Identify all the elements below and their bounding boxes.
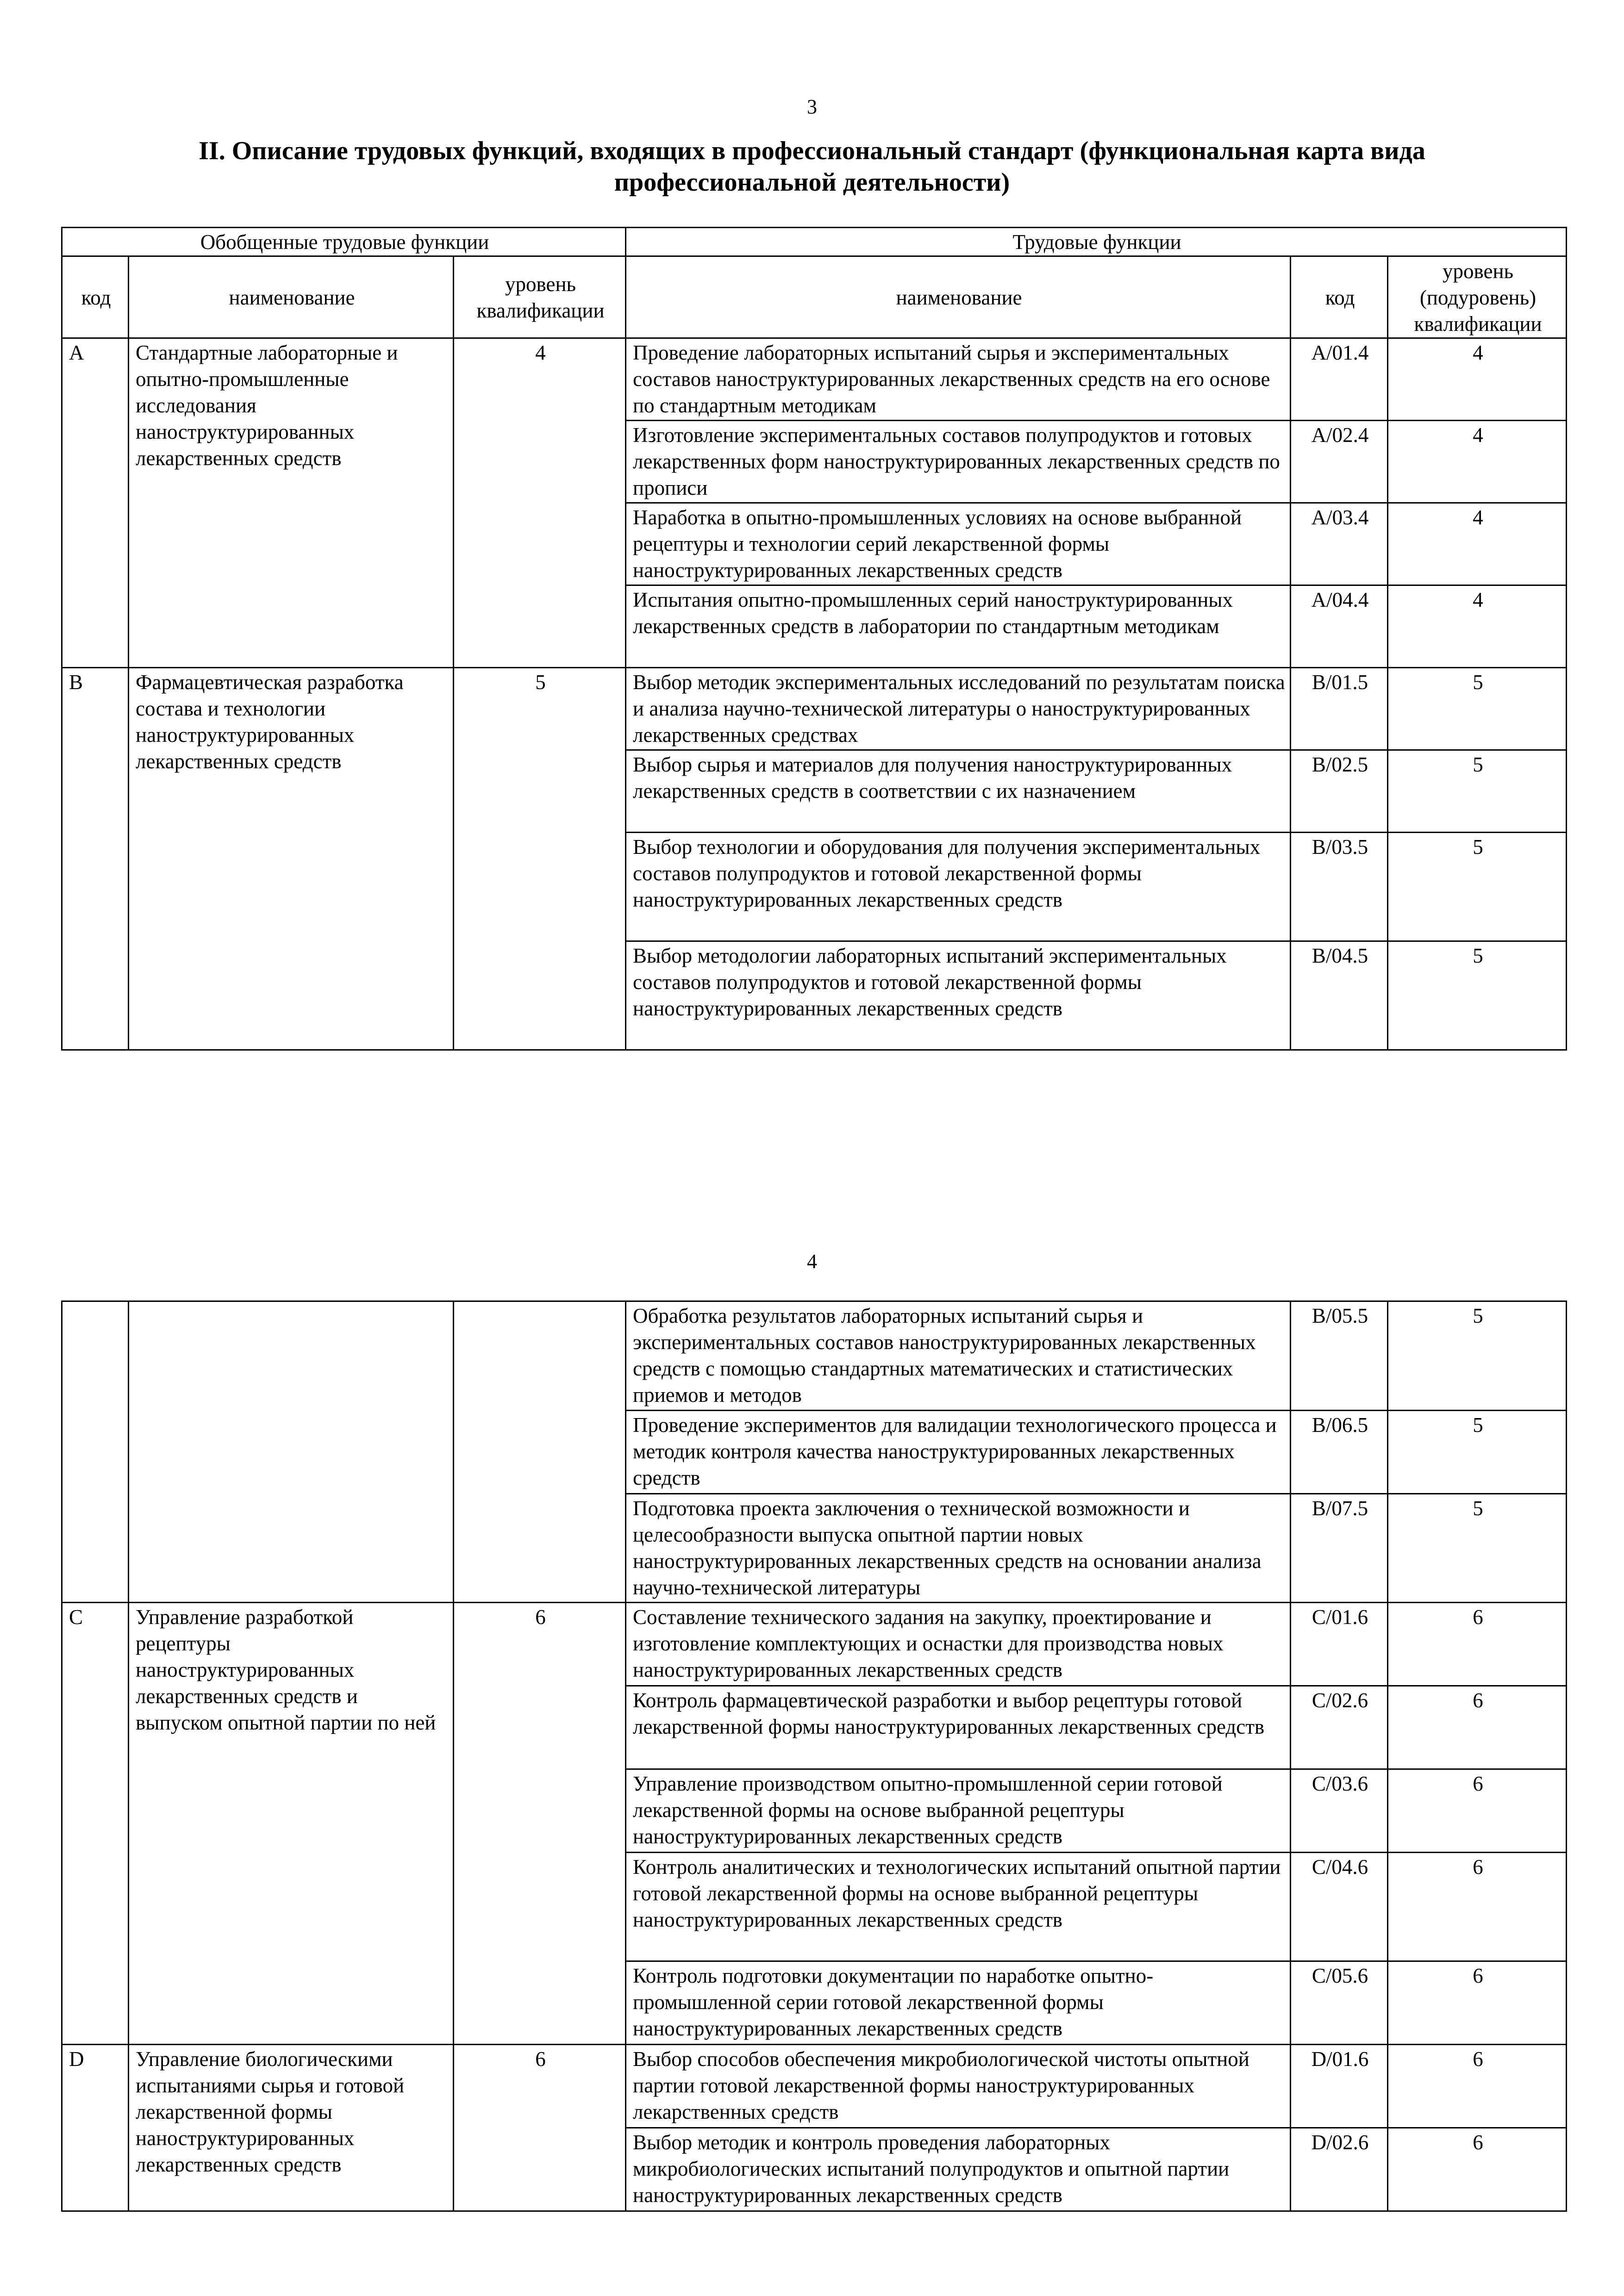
labor-function-name: Выбор методик и контроль проведения лабораторных микробиологических испытаний полупродуктов и опытной партии наноструктурированных лекарственных средств [626, 2128, 1291, 2211]
labor-function-name: Контроль подготовки документации по наработке опытно-промышленной серии готовой лекарственной формы наноструктурированных лекарственных средств [626, 1961, 1291, 2045]
functional-map-table-continued [61, 1300, 1567, 2212]
labor-function-name: Выбор способов обеспечения микробиологической чистоты опытной партии готовой лекарственной формы наноструктурированных лекарственных средств [626, 2045, 1291, 2128]
labor-function-name: Выбор технологии и оборудования для получения экспериментальных составов полупродуктов и готовой лекарственной формы наноструктурированных лекарственных средств [626, 833, 1291, 941]
header-code: код [62, 256, 129, 338]
labor-function-level: 5 [1388, 1411, 1567, 1494]
gen-function-level: 5 [454, 668, 626, 1050]
labor-function-code: A/04.4 [1291, 585, 1388, 668]
labor-function-name: Проведение экспериментов для валидации технологического процесса и методик контроля качества наноструктурированных лекарственных средств [626, 1411, 1291, 1494]
gen-function-code: B [62, 668, 129, 1050]
labor-function-code: A/03.4 [1291, 503, 1388, 585]
labor-function-name: Наработка в опытно-промышленных условиях на основе выбранной рецептуры и технологии серий лекарственной формы наноструктурированных лекарственных средств [626, 503, 1291, 585]
labor-function-name: Проведение лабораторных испытаний сырья и экспериментальных составов наноструктурированных лекарственных средств на его основе по стандартным методикам [626, 338, 1291, 421]
labor-function-code: A/02.4 [1291, 421, 1388, 503]
header-level: уровень квалификации [454, 256, 626, 338]
labor-function-code: B/01.5 [1291, 668, 1388, 750]
labor-function-level: 4 [1388, 503, 1567, 585]
labor-function-level: 4 [1388, 585, 1567, 668]
gen-function-code: D [62, 2045, 129, 2211]
labor-function-code: B/05.5 [1291, 1301, 1388, 1411]
gen-function-name: Стандартные лабораторные и опытно-промышленные исследования наноструктурированных лекарственных средств [129, 338, 454, 668]
labor-function-level: 6 [1388, 2045, 1567, 2128]
gen-function-name: Фармацевтическая разработка состава и технологии наноструктурированных лекарственных средств [129, 668, 454, 1050]
labor-function-level: 4 [1388, 338, 1567, 421]
labor-function-name: Испытания опытно-промышленных серий наноструктурированных лекарственных средств в лаборатории по стандартным методикам [626, 585, 1291, 668]
labor-function-level: 6 [1388, 1686, 1567, 1769]
labor-function-code: C/02.6 [1291, 1686, 1388, 1769]
header-function-level: уровень (подуровень) квалификации [1388, 256, 1567, 338]
header-generalized-functions: Обобщенные трудовые функции [62, 228, 626, 256]
gen-function-name: Управление разработкой рецептуры наноструктурированных лекарственных средств и выпуском опытной партии по ней [129, 1603, 454, 2045]
labor-function-name: Выбор методологии лабораторных испытаний экспериментальных составов полупродуктов и готовой лекарственной формы наноструктурированных лекарственных средств [626, 941, 1291, 1050]
labor-function-name: Выбор методик экспериментальных исследований по результатам поиска и анализа научно-технической литературы о наноструктурированных лекарственных средствах [626, 668, 1291, 750]
labor-function-level: 6 [1388, 1769, 1567, 1853]
labor-function-name: Управление производством опытно-промышленной серии готовой лекарственной формы на основе выбранной рецептуры наноструктурированных лекарственных средств [626, 1769, 1291, 1853]
labor-function-level: 6 [1388, 1961, 1567, 2045]
labor-function-code: C/01.6 [1291, 1603, 1388, 1686]
labor-function-name: Составление технического задания на закупку, проектирование и изготовление комплектующих и оснастки для производства новых наноструктурированных лекарственных средств [626, 1603, 1291, 1686]
labor-function-code: D/01.6 [1291, 2045, 1388, 2128]
page-number: 4 [807, 1250, 817, 1273]
labor-function-level: 5 [1388, 941, 1567, 1050]
labor-function-level: 4 [1388, 421, 1567, 503]
labor-function-name: Изготовление экспериментальных составов полупродуктов и готовых лекарственных форм наноструктурированных лекарственных средств по прописи [626, 421, 1291, 503]
header-labor-functions: Трудовые функции [626, 228, 1567, 256]
header-function-name: наименование [626, 256, 1291, 338]
gen-function-name [129, 1301, 454, 1603]
labor-function-level: 6 [1388, 1603, 1567, 1686]
header-name: наименование [129, 256, 454, 338]
labor-function-level: 6 [1388, 1853, 1567, 1961]
labor-function-code: C/04.6 [1291, 1853, 1388, 1961]
labor-function-code: B/03.5 [1291, 833, 1388, 941]
labor-function-code: D/02.6 [1291, 2128, 1388, 2211]
header-function-code: код [1291, 256, 1388, 338]
labor-function-code: B/07.5 [1291, 1494, 1388, 1603]
page-number: 3 [807, 95, 817, 118]
labor-function-level: 5 [1388, 668, 1567, 750]
gen-function-level: 4 [454, 338, 626, 668]
labor-function-code: B/02.5 [1291, 750, 1388, 833]
labor-function-level: 5 [1388, 833, 1567, 941]
labor-function-name: Контроль аналитических и технологических испытаний опытной партии готовой лекарственной формы на основе выбранной рецептуры наноструктурированных лекарственных средств [626, 1853, 1291, 1961]
labor-function-code: A/01.4 [1291, 338, 1388, 421]
gen-function-level: 6 [454, 2045, 626, 2211]
labor-function-code: B/06.5 [1291, 1411, 1388, 1494]
gen-function-level: 6 [454, 1603, 626, 2045]
gen-function-code [62, 1301, 129, 1603]
gen-function-code: C [62, 1603, 129, 2045]
labor-function-level: 5 [1388, 750, 1567, 833]
labor-function-level: 5 [1388, 1494, 1567, 1603]
labor-function-name: Обработка результатов лабораторных испытаний сырья и экспериментальных составов наноструктурированных лекарственных средств с помощью стандартных математических и статистических приемов и методов [626, 1301, 1291, 1411]
gen-function-code: A [62, 338, 129, 668]
functional-map-table [61, 227, 1567, 1051]
section-title: II. Описание трудовых функций, входящих в профессиональный стандарт (функциональная карта вида профессиональной деятельности) [199, 137, 1425, 197]
labor-function-code: B/04.5 [1291, 941, 1388, 1050]
labor-function-level: 5 [1388, 1301, 1567, 1411]
labor-function-name: Выбор сырья и материалов для получения наноструктурированных лекарственных средств в соответствии с их назначением [626, 750, 1291, 833]
labor-function-name: Контроль фармацевтической разработки и выбор рецептуры готовой лекарственной формы наноструктурированных лекарственных средств [626, 1686, 1291, 1769]
labor-function-code: C/05.6 [1291, 1961, 1388, 2045]
labor-function-level: 6 [1388, 2128, 1567, 2211]
labor-function-name: Подготовка проекта заключения о технической возможности и целесообразности выпуска опытной партии новых наноструктурированных лекарственных средств на основании анализа научно-технической литературы [626, 1494, 1291, 1603]
gen-function-level [454, 1301, 626, 1603]
gen-function-name: Управление биологическими испытаниями сырья и готовой лекарственной формы наноструктурированных лекарственных средств [129, 2045, 454, 2211]
labor-function-code: C/03.6 [1291, 1769, 1388, 1853]
